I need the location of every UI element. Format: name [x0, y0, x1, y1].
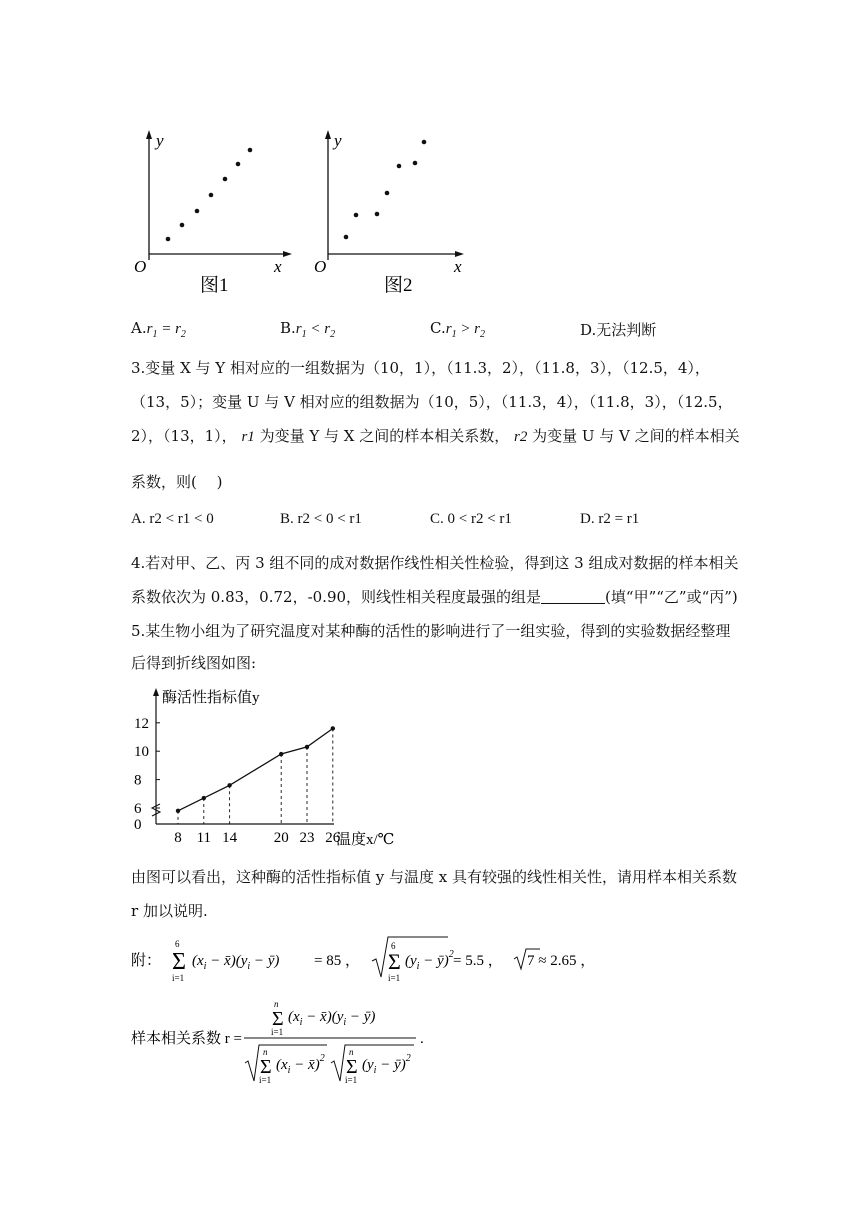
q2-option-c-label: C.	[430, 319, 446, 337]
q3-option-d: D. r2 = r1	[580, 511, 640, 527]
q3-r1-symbol: r1	[241, 429, 255, 445]
fig1-point	[223, 177, 228, 182]
sum-xy-upper: 6	[175, 939, 180, 949]
denominator-term-y: ($y_i$ − ȳ)$^2$	[362, 1053, 411, 1076]
fig1-point	[236, 162, 241, 167]
q3-line-3-part-c: 为变量 U 与 V 之间的样本相关	[527, 427, 740, 445]
q5-line-1: 5.某生物小组为了研究温度对某种酶的活性的影响进行了一组实验，得到的实验数据经整理	[131, 622, 731, 640]
chart-data-point	[305, 745, 309, 749]
chart-x-tick-label: 20	[273, 830, 289, 846]
q3-option-c: C. 0 < r2 < r1	[430, 511, 512, 527]
sqrt7-value: 7 ≈ 2.65 ，	[527, 953, 596, 969]
chart-y-tick-label: 10	[134, 744, 149, 761]
fig2-y-label: y	[334, 131, 342, 150]
fig2-point	[375, 212, 380, 217]
q3-r2-symbol: r2	[514, 429, 528, 445]
denominator-sigma-x: Σ	[260, 1056, 272, 1078]
numerator-lower: i=1	[271, 1027, 284, 1037]
chart-series-line	[178, 729, 333, 811]
fig2-point	[397, 164, 402, 169]
q5-after-line-2: r 加以说明.	[131, 902, 208, 920]
chart-y-arrow	[153, 688, 159, 696]
fig2-origin-label: O	[314, 257, 327, 276]
chart-title: 酶活性指标值y	[162, 690, 260, 706]
denominator-upper-x: n	[263, 1047, 268, 1057]
fig2-caption: 图2	[384, 275, 413, 296]
sqrt-yy-value: = 5.5 ，	[453, 953, 503, 969]
chart-data-point	[279, 752, 283, 756]
denominator-lower-y: i=1	[345, 1075, 358, 1085]
sqrt-yy-term: ($y_i$ − ȳ)$^2$	[405, 949, 454, 972]
q2-option-d: D.无法判断	[580, 321, 657, 339]
chart-data-point	[176, 809, 180, 813]
q3-line-3	[131, 425, 740, 446]
q3-line-2: （13，5）；变量 U 与 V 相对应的组数据为（10，5），（11.3，4），（11.8，3），（12.5，	[131, 393, 733, 411]
fig2-point	[344, 235, 349, 240]
q3-line-3-part-b: 为变量 Y 与 X 之间的样本相关系数，	[254, 427, 514, 445]
q2-option-b	[280, 319, 335, 340]
sum-xy-lower: i=1	[172, 973, 185, 983]
chart-data-point	[331, 726, 335, 730]
fig2-x-label: x	[454, 257, 462, 276]
q4-line-1: 4.若对甲、乙、丙 3 组不同的成对数据作线性相关性检验，得到这 3 组成对数据的样本相关	[131, 554, 739, 572]
q3-option-a: A. r2 < r1 < 0	[131, 511, 214, 527]
fig1-y-label: y	[156, 131, 164, 150]
fig1-point	[248, 148, 253, 153]
q4-line-2	[131, 586, 738, 607]
q3-option-b: B. r2 < 0 < r1	[280, 511, 362, 527]
chart-x-tick-label: 14	[222, 830, 238, 846]
denominator-term-x: ($x_i$ − x̄)$^2$	[276, 1053, 325, 1076]
q2-option-a	[131, 319, 186, 340]
fig1-x-label: x	[274, 257, 282, 276]
fig1-point	[166, 237, 171, 242]
appendix-label: 附：	[131, 953, 162, 969]
scatter-figure-2	[314, 124, 478, 304]
q2-option-b-label: B.	[280, 319, 296, 337]
q2-option-b-expr: $r_1 < r_2$	[295, 321, 336, 340]
fig1-point	[209, 193, 214, 198]
fig2-point	[422, 140, 427, 145]
fig1-y-arrow	[146, 130, 152, 139]
fig1-caption: 图1	[200, 275, 229, 296]
q4-answer-blank[interactable]	[541, 589, 605, 604]
q3-line-3-part-a: 2），（13，1），	[131, 427, 242, 445]
fig2-points	[344, 140, 427, 240]
sum-xy-term: ($x_i$ − $x̄)(y_i$ − ȳ)	[192, 953, 280, 972]
chart-y-tick-label: 8	[134, 772, 142, 789]
chart-x-tick-label: 11	[196, 830, 212, 846]
numerator-upper: n	[274, 999, 279, 1009]
enzyme-activity-chart	[134, 684, 395, 854]
numerator-sigma: Σ	[272, 1008, 284, 1030]
q2-option-a-expr: $r_1 = r_2$	[146, 321, 186, 340]
denominator-lower-x: i=1	[259, 1075, 272, 1085]
q5-after-line-1: 由图可以看出，这种酶的活性指标值 y 与温度 x 具有较强的线性相关性，请用样本相关系数	[131, 868, 738, 886]
correlation-formula	[128, 993, 448, 1093]
q2-option-c	[430, 319, 485, 340]
chart-y-tick-label: 12	[134, 715, 149, 732]
fig1-points	[166, 148, 253, 242]
fig1-point	[195, 209, 200, 214]
chart-y-tick-label: 6	[134, 801, 142, 817]
chart-x-tick-label: 8	[174, 830, 182, 846]
chart-x-tick-label: 26	[325, 830, 341, 846]
fig1-origin-label: O	[134, 257, 147, 276]
q4-line-2-hint: (填“甲”“乙”或“丙”)	[605, 588, 738, 606]
chart-x-label: 温度x/℃	[336, 832, 395, 848]
chart-y-tick-label: 0	[134, 817, 142, 833]
q3-line-4: 系数，则( )	[131, 473, 223, 491]
sum-xy-sigma: Σ	[172, 949, 186, 975]
chart-data-point	[227, 783, 231, 787]
fig1-point	[180, 223, 185, 228]
denominator-sigma-y: Σ	[346, 1056, 358, 1078]
fig1-x-arrow	[283, 251, 292, 257]
chart-axis-break-symbol	[152, 804, 160, 816]
q2-option-a-label: A.	[131, 319, 147, 337]
denominator-upper-y: n	[349, 1047, 354, 1057]
q3-line-1: 3.变量 X 与 Y 相对应的一组数据为（10，1），（11.3，2），（11.8，3），（12.5，4），	[131, 359, 710, 377]
appendix-formulas	[128, 935, 728, 987]
fig2-y-arrow	[325, 130, 331, 139]
formula-period: .	[420, 1031, 424, 1047]
fig2-point	[413, 161, 418, 166]
fig2-point	[354, 213, 359, 218]
sum-xy-value: = 85 ，	[314, 953, 360, 969]
scatter-figure-1	[134, 124, 300, 304]
sqrt-yy-upper: 6	[391, 941, 396, 951]
sqrt-yy-lower: i=1	[388, 973, 401, 983]
formula-label: 样本相关系数 r =	[131, 1031, 242, 1047]
q2-option-c-expr: $r_1 > r_2$	[445, 321, 486, 340]
q5-line-2: 后得到折线图如图:	[131, 654, 257, 672]
q4-line-2-text: 系数依次为 0.83，0.72，-0.90，则线性相关程度最强的组是	[131, 588, 542, 606]
numerator-term: ($x_i$ − $x̄)(y_i$ − ȳ)	[288, 1009, 376, 1028]
chart-x-tick-label: 23	[299, 830, 315, 846]
fig2-point	[385, 191, 390, 196]
sqrt-yy-sigma: Σ	[388, 949, 401, 974]
chart-data-point	[202, 796, 206, 800]
